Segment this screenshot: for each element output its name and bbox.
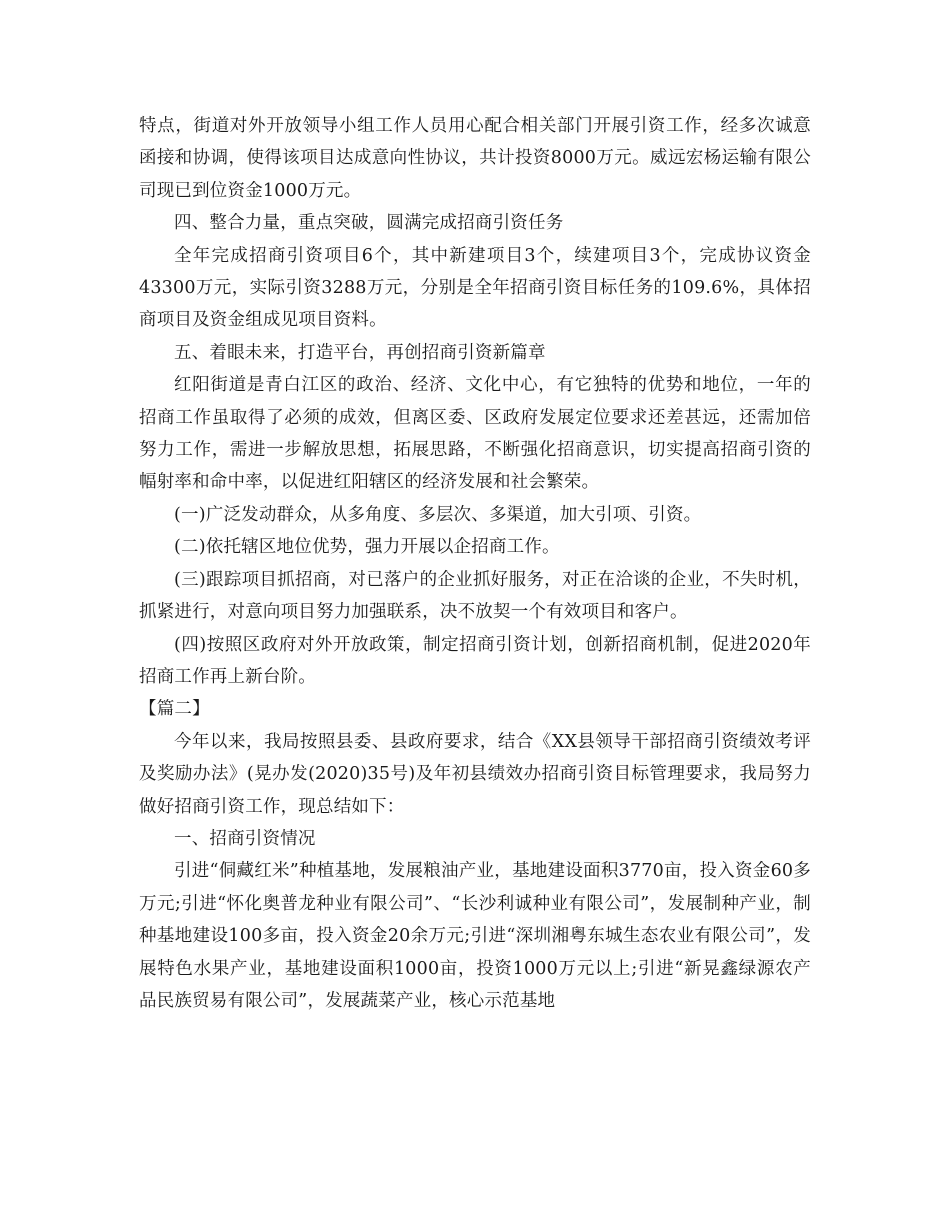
document-body [139,110,811,1017]
paragraph-3: 红阳街道是青白江区的政治、经济、文化中心，有它独特的优势和地位，一年的招商工作虽取得了必须的成效，但离区委、区政府发展定位要求还差甚远，还需加倍努力工作，需进一步解放思想，拓展思路，不断强化招商意识，切实提高招商引资的幅射率和命中率，以促进红阳辖区的经济发展和社会繁荣。 [139,375,811,493]
paragraph-5: 引进“侗藏红米”种植基地，发展粮油产业，基地建设面积3770亩，投入资金60多万元;引进“怀化奥普龙种业有限公司”、“长沙利诚种业有限公司”，发展制种产业，制种基地建设100多亩，投入资金20余万元;引进“深圳湘粤东城生态农业有限公司”，发展特色水果产业，基地建设面积1000亩，投资1000万元以上;引进“新晃鑫绿源农产品民族贸易有限公司”，发展蔬菜产业，核心示范基地 [139,861,811,1011]
list-item-3: (三)跟踪项目抓招商，对已落户的企业抓好服务，对正在洽谈的企业，不失时机，抓紧进行，对意向项目努力加强联系，决不放契一个有效项目和客户。 [139,569,811,623]
paragraph-4: 今年以来，我局按照县委、县政府要求，结合《XX县领导干部招商引资绩效考评及奖励办法》(晃办发(2020)35号)及年初县绩效办招商引资目标管理要求，我局努力做好招商引资工作，现总结如下： [139,731,811,817]
heading-section-5: 五、着眼未来，打造平台，再创招商引资新篇章 [174,342,546,363]
list-item-1: (一)广泛发动群众，从多角度、多层次、多渠道，加大引项、引资。 [174,504,702,525]
part-heading: 【篇二】 [139,699,210,720]
paragraph-2: 全年完成招商引资项目6个，其中新建项目3个，续建项目3个，完成协议资金43300万元，实际引资3288万元，分别是全年招商引资目标任务的109.6%，具体招商项目及资金组成见项目资料。 [139,245,811,331]
list-item-2: (二)依托辖区地位优势，强力开展以企招商工作。 [174,537,560,558]
heading-section-1: 一、招商引资情况 [174,828,316,849]
list-item-4: (四)按照区政府对外开放政策，制定招商引资计划，创新招商机制，促进2020年招商工作再上新台阶。 [139,634,811,687]
heading-section-4: 四、整合力量，重点突破，圆满完成招商引资任务 [174,213,564,234]
paragraph-1: 特点，街道对外开放领导小组工作人员用心配合相关部门开展引资工作，经多次诚意函接和协调，使得该项目达成意向性协议，共计投资8000万元。威远宏杨运输有限公司现已到位资金1000万元。 [139,116,811,201]
